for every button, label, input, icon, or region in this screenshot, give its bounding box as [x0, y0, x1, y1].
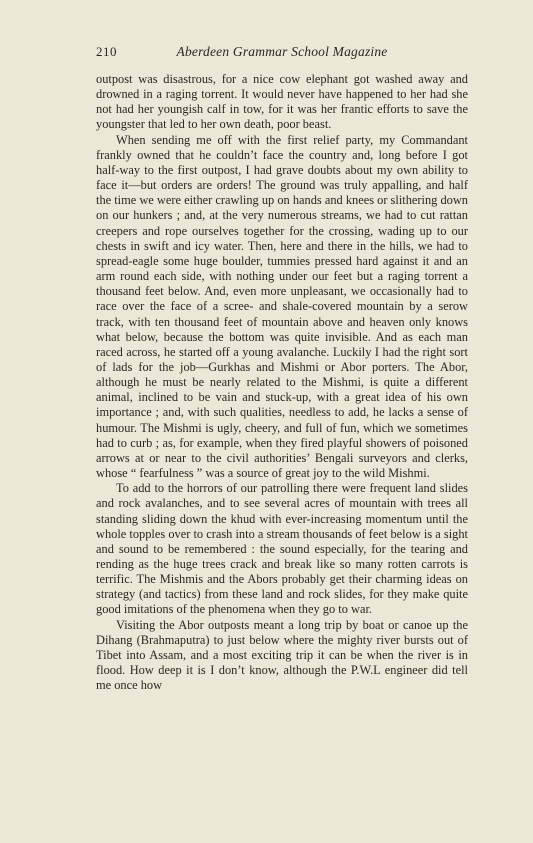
- page-header: [96, 44, 468, 62]
- paragraph: When sending me off with the first relief party, my Commandant frankly owned that he couldn’t face the country and, long before I got half-way to the first outpost, I had grave doubts about my own ability to face it—but orders are orders! The ground was truly appalling, and half the time we were either crawling up on hands and knees or slithering down on our hunkers ; and, at the very numerous streams, we had to cut rattan creepers and rope ourselves together for the crossing, wading up to our chests in swift and icy water. Then, here and there in the hills, we had to spread-eagle some huge boulder, tummies pressed hard against it and an arm round each side, with nothing under our feet but a raging torrent a thousand feet below. And, even more unpleasant, we occasionally had to race over the face of a scree- and shale-covered mountain by a serow track, with ten thousand feet of mountain above and heaven only knows what below, because the bottom was quite invisible. And as each man raced across, he started off a young avalanche. Luckily I had the right sort of lads for the job—Gurkhas and Mishmi or Abor porters. The Abor, although he must be nearly related to the Mishmi, is quite a different animal, inclined to be vain and stuck-up, with a great idea of his own importance ; and, with such qualities, needless to add, he lacks a sense of humour. The Mishmi is ugly, cheery, and full of fun, which we sometimes had to curb ; as, for example, when they fired playful showers of poisoned arrows at or near to the civil authorities’ Bengali surveyors and clerks, whose “ fearfulness ” was a source of great joy to the wild Mishmi.: [96, 132, 468, 481]
- paragraph: outpost was disastrous, for a nice cow elephant got washed away and drowned in a raging torrent. It would never have happened to her had she not had her youngish calf in tow, for it was her frantic efforts to save the youngster that led to her own death, poor beast.: [96, 72, 468, 132]
- running-title: Aberdeen Grammar School Magazine: [176, 44, 388, 59]
- page-number: 210: [96, 44, 117, 59]
- paragraph: Visiting the Abor outposts meant a long trip by boat or canoe up the Dihang (Brahmaputra) to just below where the mighty river bursts out of Tibet into Assam, and a most exciting trip it can be when the river is in flood. How deep it is I don’t know, although the P.W.L engineer did tell me once how: [96, 617, 468, 693]
- article-body: [96, 72, 468, 693]
- paragraph: To add to the horrors of our patrolling there were frequent land slides and rock avalanches, and to see several acres of mountain with trees all standing sliding down the khud with ever-increasing momentum until the whole topples over to crash into a stream thousands of feet below is a sight and sound to be remembered : the sound especially, for the tearing and rending as the huge trees crack and break like so many rotten carrots is terrific. The Mishmis and the Abors probably get their charming ideas on strategy (and tactics) from these land and rock slides, for they make quite good imitations of the phenomena when they go to war.: [96, 481, 468, 617]
